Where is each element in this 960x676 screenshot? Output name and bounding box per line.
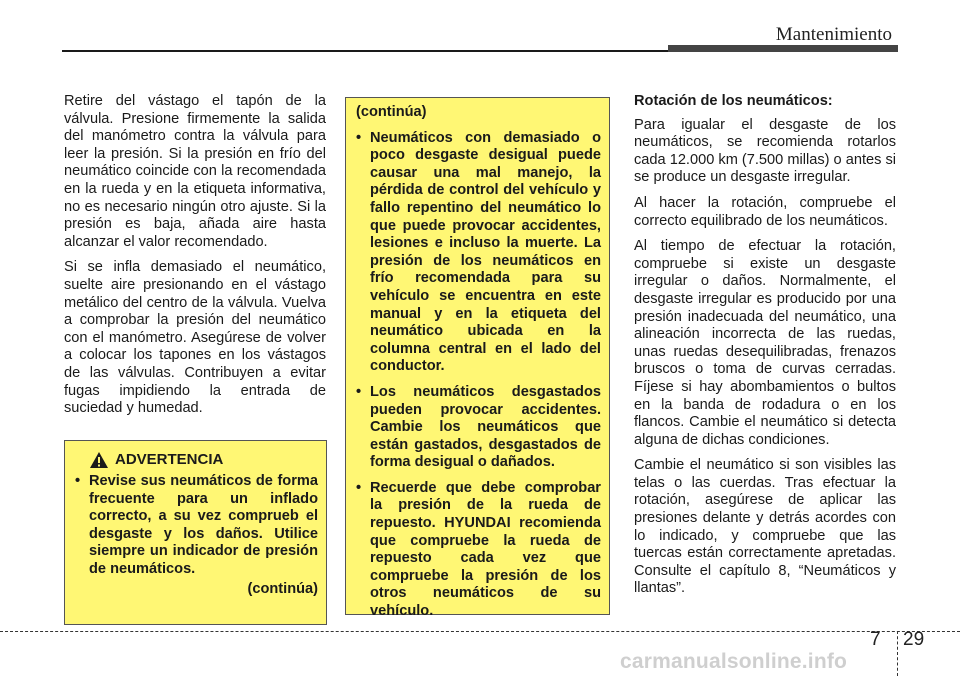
continued-bullet-text: Los neumáticos desgastados pueden provocar accidentes. Cambie los neumáticos que están gastados, desgastados de forma desigual o dañados. (370, 383, 601, 471)
watermark: carmanualsonline.info (620, 650, 848, 673)
page-number: 29 (903, 629, 925, 650)
warning-title-text: ADVERTENCIA (115, 451, 224, 469)
warning-continues: (continúa) (247, 580, 318, 597)
right-paragraph: Cambie el neumático si son visibles las telas o las cuerdas. Tras efectuar la rotación, asegúrese de aplicar las presiones delante y detrás acordes con lo indicado, y compruebe que las tuercas están correctamente apretadas. Consulte el capítulo 8, “Neumáticos y llantas”. (634, 457, 896, 597)
bullet-symbol: • (356, 129, 362, 146)
list-item (356, 480, 601, 621)
bullet-symbol: • (356, 383, 362, 400)
chapter-number: 7 (870, 629, 881, 650)
list-item (75, 473, 318, 579)
continued-bullet-text: Neumáticos con demasiado o poco desgaste desigual puede causar una mal manejo, la pérdida de control del vehículo y fallo repentino del neumático lo que puede provocar accidentes, lesiones e incluso la muerte. La presión de los neumáticos en frío recomendada para su vehículo se encuentra en este manual y en la etiqueta del neumático ubicada en la columna central en el lado del conductor. (370, 129, 601, 375)
section-heading: Rotación de los neumáticos: (634, 93, 833, 109)
header-bar (668, 45, 898, 52)
warning-title (75, 451, 318, 469)
continued-warning-box (345, 97, 610, 620)
right-paragraph: Para igualar el desgaste de los neumáticos, se recomienda rotarlos cada 12.000 km (7.500 millas) o antes si se produce un desgaste irregular. (634, 116, 897, 186)
page-separator (897, 631, 898, 676)
bullet-symbol: • (356, 479, 362, 496)
header-rule (62, 50, 668, 52)
warning-bullet-text: Revise sus neumáticos de forma frecuente para un inflado correcto, a su vez comprueb el desgaste y los daños. Utilice siempre un indicador de presión de neumáticos. (89, 473, 318, 577)
left-column (64, 93, 326, 426)
header-title: Mantenimiento (775, 24, 892, 45)
footer-rule (0, 631, 960, 632)
continued-heading: (continúa) (356, 104, 427, 120)
warning-triangle-icon (89, 451, 109, 469)
left-paragraph: Retire del vástago el tapón de la válvula. Presione firmemente la salida del manómetro contra la válvula para leer la presión. Si la presión en frío del neumático coincide con la recomendada en la rueda y en la etiqueta informativa, no es necesario ningún otro ajuste. Si la presión es baja, añada aire hasta alcanzar el valor recomendado. (64, 93, 326, 250)
warning-box (64, 440, 327, 625)
right-column (634, 93, 896, 606)
left-paragraph: Si se infla demasiado el neumático, suelte aire presionando en el vástago metálico del centro de la válvula. Vuelva a comprobar la presión del neumático con el manómetro. Asegúrese de volver a colocar los tapones en los vástagos de las válvulas. Contribuyen a evitar fugas impidiendo la entrada de suciedad y humedad. (64, 259, 326, 417)
bullet-symbol: • (75, 473, 81, 489)
continued-bullet-text: Recuerde que debe comprobar la presión de la rueda de repuesto. HYUNDAI recomienda que compruebe la rueda de repuesto cada vez que compruebe la presión de los otros neumáticos de su vehículo. (370, 479, 601, 620)
list-item (356, 130, 601, 376)
list-item (356, 384, 601, 472)
right-paragraph: Al tiempo de efectuar la rotación, compruebe si existe un desgaste irregular o daños. Normalmente, el desgaste irregular es producido por una presión inadecuada del neumático, una alineación incorrecta de las ruedas, unas ruedas desequilibradas, frenazos bruscos o toma de curvas cerradas. Fíjese si hay abombamientos o bultos en la banda de rodadura o en los flancos. Cambie el neumático si detecta alguna de dichas condiciones. (634, 238, 896, 448)
right-paragraph: Al hacer la rotación, compruebe el correcto equilibrado de los neumáticos. (634, 194, 896, 229)
